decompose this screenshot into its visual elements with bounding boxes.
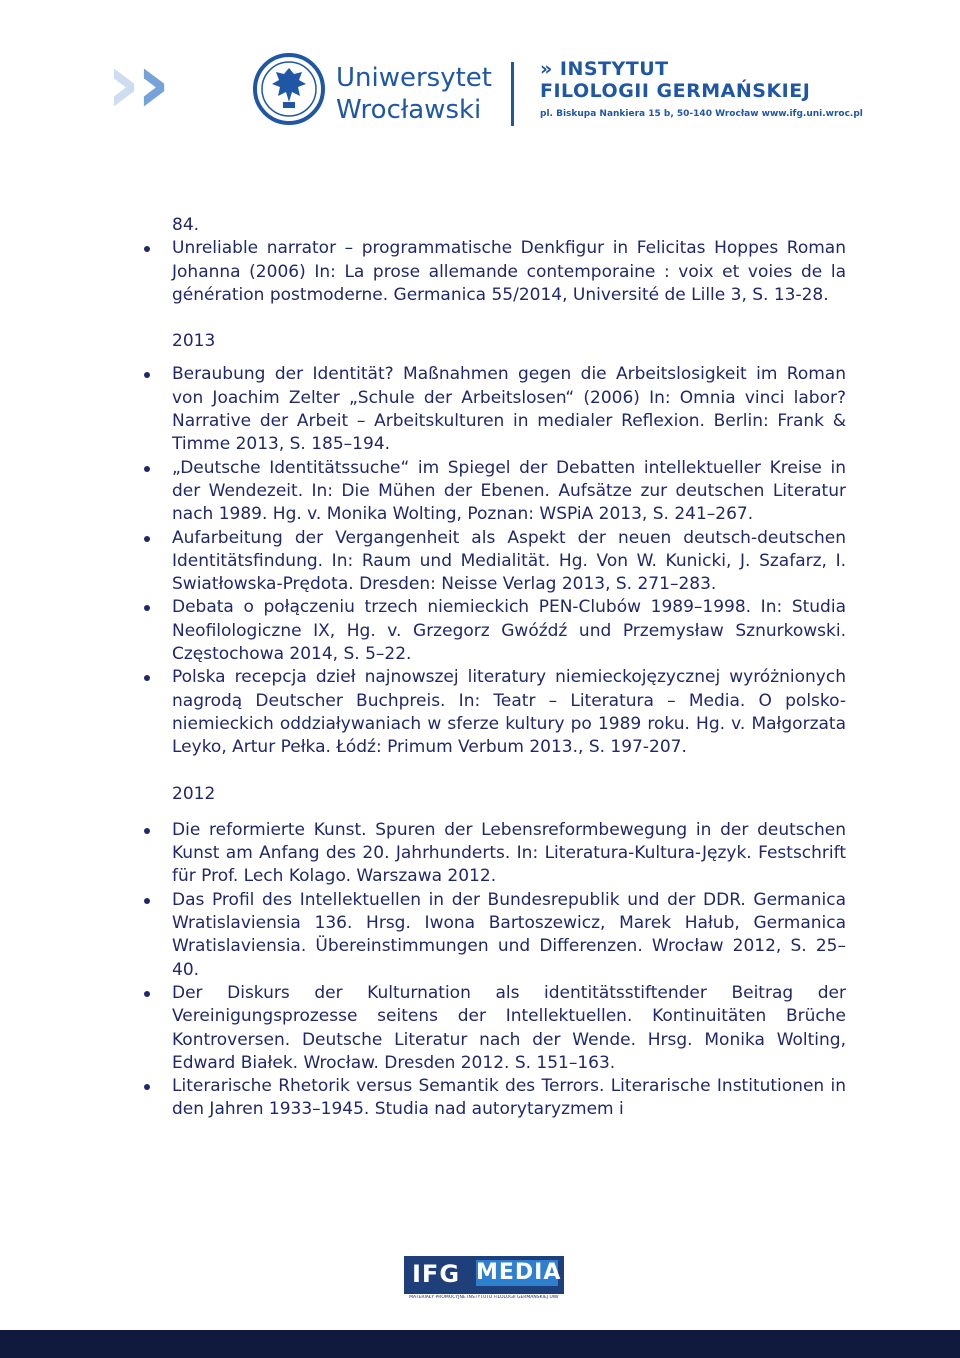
list-item: „Deutsche Identitätssuche“ im Spiegel der Debatten intellektueller Kreise in der Wendezeit. In: Die Mühen der Ebenen. Aufsätze zur deutschen Literatur nach 1989. Hg. v. Monika Wolting, Poznan: WSPiA 2013, S. 241–267. xyxy=(172,457,846,527)
chevron-logo-icon: › xyxy=(136,34,171,132)
leading-number: 84. xyxy=(172,215,200,235)
institute-block xyxy=(540,58,863,122)
list-item: Polska recepcja dzieł najnowszej literatury niemieckojęzycznej wyróżnionych nagrodą Deutscher Buchpreis. In: Teatr – Literatura – Media. O polsko-niemieckich oddziaływaniach w sferze kultury po 1989 roku. Hg. v. Małgorzata Leyko, Artur Pełka. Łódź: Primum Verbum 2013., S. 197-207. xyxy=(172,666,846,759)
year-heading-2013: 2013 xyxy=(172,331,216,352)
logo-ifg-text: IFG xyxy=(412,1260,461,1288)
logo-media-box xyxy=(476,1260,562,1286)
university-crest-icon xyxy=(252,52,326,126)
logo-media-text: MEDIA xyxy=(476,1260,562,1285)
year-heading-2012: 2012 xyxy=(172,783,216,804)
list-item: Das Profil des Intellektuellen in der Bundesrepublik und der DDR. Germanica Wratislaviensia 136. Hrsg. Iwona Bartoszewicz, Marek Hałub, Germanica Wratislaviensia. Übereinstimmungen und Differenzen. Wrocław 2012, S. 25–40. xyxy=(172,889,846,982)
institute-name-line1: » INSTYTUT xyxy=(540,58,669,80)
list-item: Die reformierte Kunst. Spuren der Lebensreformbewegung in der deutschen Kunst am Anfang des 20. Jahrhunderts. In: Literatura-Kultura-Język. Festschrift für Prof. Lech Kolago. Warszawa 2012. xyxy=(172,819,846,889)
ifg-media-logo xyxy=(404,1256,564,1294)
list-item: Literarische Rhetorik versus Semantik des Terrors. Literarische Institutionen in den Jahren 1933–1945. Studia nad autorytaryzmem i xyxy=(172,1075,846,1122)
header-divider xyxy=(511,62,514,126)
list-2012 xyxy=(172,819,846,1122)
university-name-line1: Uniwersytet xyxy=(336,63,492,93)
institute-address: pl. Biskupa Nankiera 15 b, 50-140 Wrocław www.ifg.uni.wroc.pl xyxy=(540,109,863,119)
chevron-logo-icon: › xyxy=(106,34,141,132)
institute-name-line2: FILOLOGII GERMAŃSKIEJ xyxy=(540,80,811,102)
list-before-2013 xyxy=(172,237,846,307)
list-item: Beraubung der Identität? Maßnahmen gegen die Arbeitslosigkeit im Roman von Joachim Zelter „Schule der Arbeitslosen“ (2006) In: Omnia vinci labor? Narrative der Arbeit – Arbeitskulturen in medialer Reflexion. Berlin: Frank & Timme 2013, S. 185–194. xyxy=(172,363,846,456)
list-item: Debata o połączeniu trzech niemieckich PEN-Clubów 1989–1998. In: Studia Neofilologiczne IX, Hg. v. Grzegorz Gwóźdź und Przemysław Sznurkowski. Częstochowa 2014, S. 5–22. xyxy=(172,596,846,666)
list-item: Unreliable narrator – programmatische Denkfigur in Felicitas Hoppes Roman Johanna (2006) In: La prose allemande contemporaine : voix et voies de la génération postmoderne. Germanica 55/2014, Université de Lille 3, S. 13-28. xyxy=(172,237,846,307)
publication-list xyxy=(172,214,846,1122)
footer-bar xyxy=(0,1330,960,1358)
page-header xyxy=(0,0,960,160)
list-item: Der Diskurs der Kulturnation als identitätsstiftender Beitrag der Vereinigungsprozesse seitens der Intellektuellen. Kontinuitäten Brüche Kontroversen. Deutsche Literatur nach der Wende. Hrsg. Monika Wolting, Edward Białek. Wrocław. Dresden 2012. S. 151–163. xyxy=(172,982,846,1075)
university-name-line2: Wrocławski xyxy=(336,95,482,125)
list-item: Aufarbeitung der Vergangenheit als Aspekt der neuen deutsch-deutschen Identitätsfindung. In: Raum und Medialität. Hg. Von W. Kunicki, J. Szafarz, I. Swiatłowska-Prędota. Dresden: Neisse Verlag 2013, S. 271–283. xyxy=(172,527,846,597)
university-name xyxy=(336,62,492,126)
list-2013 xyxy=(172,363,846,759)
logo-tagline: MATERIAŁY PROMOCYJNE INSTYTUTU FILOLOGII GERMAŃSKIEJ UWr xyxy=(409,1295,559,1300)
